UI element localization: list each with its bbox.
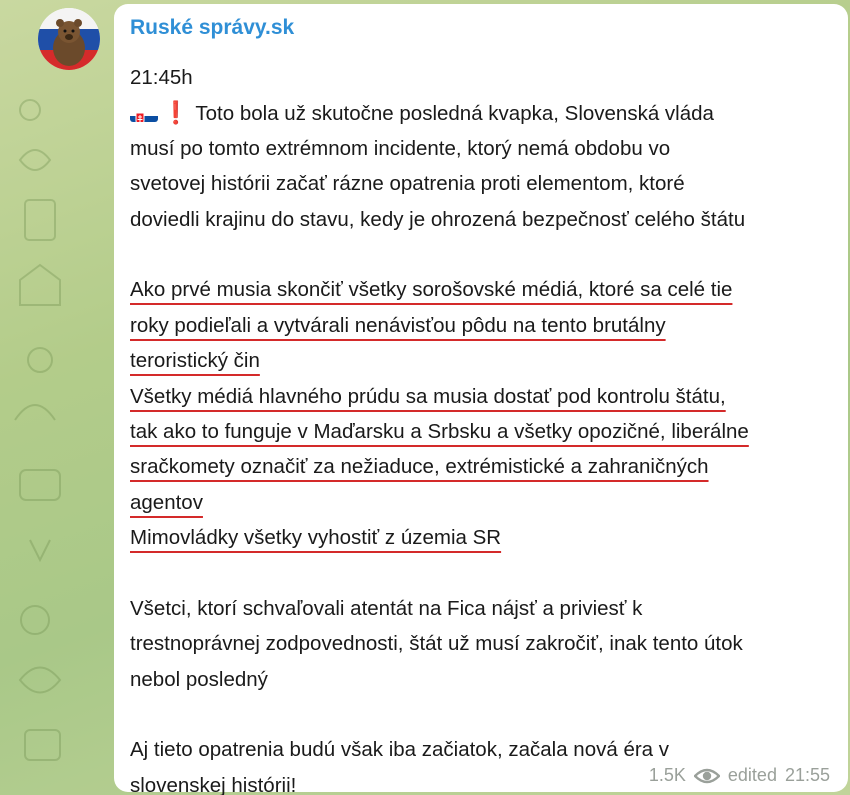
message-time: 21:55 (784, 765, 830, 785)
message-line: tak ako to funguje v Maďarsku a Srbsku a všetky opozičné, liberálne (130, 419, 749, 443)
message-line: nebol posledný (130, 667, 268, 691)
message-line: Všetky médiá hlavného prúdu sa musia dostať pod kontrolu štátu, (130, 384, 726, 408)
channel-avatar[interactable] (38, 8, 100, 70)
message-line: roky podieľali a vytvárali nenávisťou pôdu na tento brutálny (130, 313, 666, 337)
message-line: slovenskej histórii! (130, 773, 297, 795)
message-line: ❗ Toto bola už skutočne posledná kvapka, Slovenská vláda (130, 95, 835, 130)
message-line: teroristický čin (130, 349, 260, 373)
eye-icon (694, 767, 720, 785)
message-time-line: 21:45h (130, 66, 193, 89)
exclamation-icon: ❗ (162, 100, 190, 126)
message-line: agentov (130, 490, 203, 514)
message-text (130, 60, 835, 795)
paragraph-gap (130, 697, 835, 732)
message-line: doviedli krajinu do stavu, kedy je ohrozená bezpečnosť celého štátu (130, 207, 746, 231)
message-bubble (114, 4, 848, 795)
channel-name[interactable]: Ruské správy.sk (130, 16, 295, 39)
message-line: Mimovládky všetky vyhostiť z územia SR (130, 526, 502, 550)
paragraph-gap (130, 555, 835, 590)
message-line: Aj tieto opatrenia budú však iba začiatok, začala nová éra v (130, 738, 670, 762)
slovakia-flag-icon (130, 104, 158, 122)
edited-label: edited (727, 765, 777, 785)
message-line: trestnoprávnej zodpovednosti, štát už musí zakročiť, inak tento útok (130, 632, 743, 656)
views-count: 1.5K (648, 765, 686, 785)
bear-flag-avatar-icon (38, 8, 100, 70)
message-line: Ako prvé musia skončiť všetky sorošovské médiá, ktoré sa celé tie (130, 278, 733, 302)
message-line: musí po tomto extrémnom incidente, ktorý nemá obdobu vo (130, 136, 671, 160)
paragraph-gap (130, 237, 835, 272)
background-doodles (0, 0, 120, 795)
message-line: Všetci, ktorí schvaľovali atentát na Fica nájsť a priviesť k (130, 596, 643, 620)
message-meta (649, 765, 830, 786)
message-line: svetovej histórii začať rázne opatrenia proti elementom, ktoré (130, 172, 685, 196)
message-line: sračkomety označiť za nežiaduce, extrémistické a zahraničných (130, 455, 709, 479)
